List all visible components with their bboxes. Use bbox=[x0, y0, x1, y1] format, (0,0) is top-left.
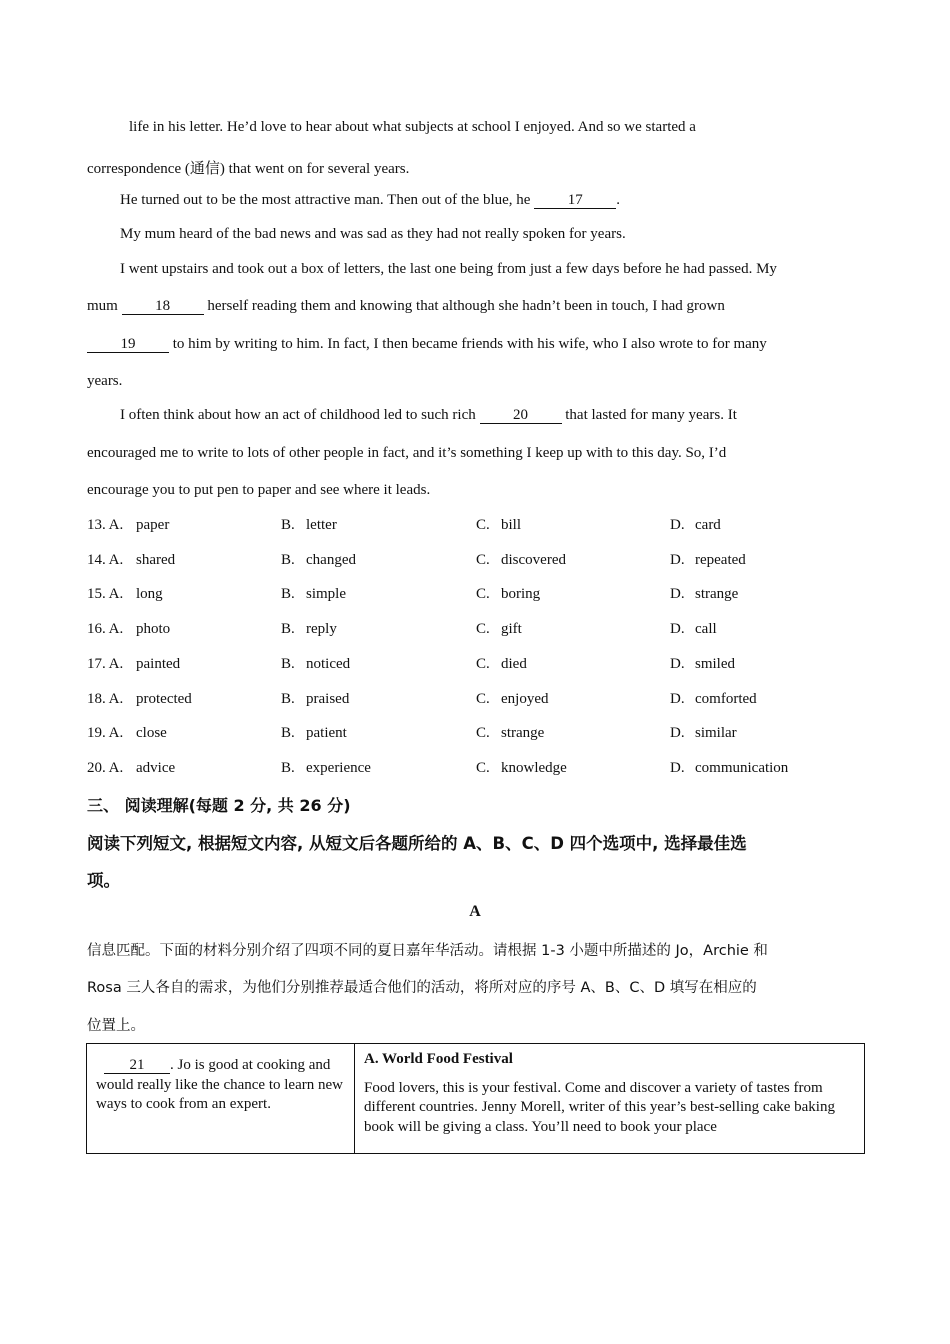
option-letter: D. bbox=[670, 517, 685, 533]
passage-line bbox=[87, 373, 122, 390]
option-row bbox=[87, 621, 867, 641]
text: I went upstairs and took out a box of letters, the last one being from just a few days before he had passed. My bbox=[120, 261, 777, 277]
option-letter: C. bbox=[476, 586, 490, 603]
question-number: 16. A. bbox=[87, 621, 124, 638]
option-c bbox=[476, 760, 567, 777]
option-b bbox=[281, 725, 347, 742]
option-letter: B. bbox=[281, 655, 295, 672]
option-c bbox=[476, 517, 521, 534]
option-text: similar bbox=[695, 725, 737, 742]
question-number: 17. A. bbox=[87, 655, 124, 672]
option-d bbox=[670, 586, 738, 603]
option-a: paper bbox=[136, 517, 170, 533]
question-number: 14. A. bbox=[87, 551, 124, 568]
option-letter: C. bbox=[476, 725, 490, 742]
option-letter: D. bbox=[670, 690, 685, 707]
passage-line bbox=[120, 261, 777, 278]
text: My mum heard of the bad news and was sad as they had not really spoken for years. bbox=[120, 226, 626, 242]
option-letter: D. bbox=[670, 725, 685, 742]
option-text: bill bbox=[501, 517, 522, 533]
option-text: communication bbox=[695, 759, 789, 776]
option-text: reply bbox=[306, 621, 337, 638]
text: years. bbox=[87, 373, 123, 389]
text: herself reading them and knowing that although she hadn’t been in touch, I had grown bbox=[207, 298, 725, 314]
option-text: praised bbox=[306, 690, 350, 707]
text: encouraged me to write to lots of other people in fact, and it’s something I keep up with to this day. So, I’d bbox=[87, 445, 727, 461]
text: I often think about how an act of childhood led to such rich bbox=[120, 407, 480, 423]
option-text: knowledge bbox=[501, 759, 567, 776]
option-text: changed bbox=[306, 551, 356, 568]
option-b bbox=[281, 760, 371, 777]
option-text: experience bbox=[306, 759, 371, 776]
table-row bbox=[87, 1044, 865, 1154]
passage-line bbox=[87, 298, 725, 315]
option-c bbox=[476, 656, 527, 673]
option-d bbox=[670, 552, 746, 569]
option-letter: B. bbox=[281, 586, 295, 603]
text: life in his letter. He’d love to hear about what subjects at school I enjoyed. And so we started a bbox=[129, 119, 696, 135]
text: encourage you to put pen to paper and see where it leads. bbox=[87, 482, 431, 498]
option-letter: B. bbox=[281, 517, 295, 533]
option-letter: D. bbox=[670, 586, 685, 603]
text: He turned out to be the most attractive man. Then out of the blue, he bbox=[120, 192, 535, 208]
activity-description: Food lovers, this is your festival. Come and discover a variety of tastes from different countries. Jenny Morell, writer of this year’s best-selling cake baking book will be giving a class. You’ll need to book your place bbox=[364, 1079, 835, 1135]
option-row bbox=[87, 656, 867, 676]
option-c bbox=[476, 552, 566, 569]
option-text: comforted bbox=[695, 690, 757, 707]
matching-instruction: Rosa 三人各自的需求，为他们分别推荐最适合他们的活动，将所对应的序号 A、B、C、D 填写在相应的 bbox=[87, 980, 757, 996]
passage-line bbox=[120, 226, 626, 243]
option-text: strange bbox=[501, 725, 545, 742]
text: to him by writing to him. In fact, I then became friends with his wife, who I also wrote to for many bbox=[172, 336, 767, 352]
option-text: repeated bbox=[695, 551, 746, 568]
option-letter: B. bbox=[281, 725, 295, 742]
option-text: call bbox=[695, 621, 717, 638]
option-letter: B. bbox=[281, 551, 295, 568]
passage-line bbox=[87, 336, 767, 353]
option-letter: C. bbox=[476, 690, 490, 707]
option-text: gift bbox=[501, 621, 522, 638]
option-row bbox=[87, 760, 867, 780]
part-label: A bbox=[469, 903, 481, 920]
section-heading: 三、 阅读理解(每题 2 分, 共 26 分) bbox=[87, 796, 351, 815]
option-c bbox=[476, 691, 548, 708]
text: that lasted for many years. It bbox=[565, 407, 737, 423]
option-letter: C. bbox=[476, 655, 490, 672]
blank-19: 19 bbox=[87, 337, 169, 353]
option-b bbox=[281, 586, 346, 603]
question-number: 19. A. bbox=[87, 725, 124, 742]
matching-instruction: 位置上。 bbox=[87, 1018, 145, 1034]
option-letter: C. bbox=[476, 621, 490, 638]
option-letter: D. bbox=[670, 621, 685, 638]
option-row bbox=[87, 725, 867, 745]
option-text: strange bbox=[695, 586, 739, 603]
blank-18: 18 bbox=[122, 299, 204, 315]
passage-line bbox=[87, 445, 726, 462]
option-a: advice bbox=[136, 759, 176, 776]
option-row bbox=[87, 552, 867, 572]
option-text: patient bbox=[306, 725, 347, 742]
passage-line bbox=[129, 119, 696, 136]
option-text: letter bbox=[306, 517, 337, 533]
passage-line bbox=[120, 192, 620, 209]
blank-21[interactable]: 21 bbox=[104, 1058, 170, 1074]
option-letter: D. bbox=[670, 655, 685, 672]
option-d bbox=[670, 656, 735, 673]
activity-title: A. World Food Festival bbox=[364, 1051, 513, 1067]
option-letter: D. bbox=[670, 551, 685, 568]
option-d bbox=[670, 691, 757, 708]
option-text: noticed bbox=[306, 655, 351, 672]
passage-line bbox=[120, 407, 737, 424]
option-a: protected bbox=[136, 690, 192, 707]
option-text: died bbox=[501, 655, 527, 672]
passage-line bbox=[87, 157, 409, 178]
option-d bbox=[670, 725, 737, 742]
option-letter: C. bbox=[476, 517, 490, 533]
option-text: card bbox=[695, 517, 721, 533]
question-number: 18. A. bbox=[87, 690, 124, 707]
option-text: simple bbox=[306, 586, 346, 603]
option-text: boring bbox=[501, 586, 541, 603]
option-a: painted bbox=[136, 655, 181, 672]
question-number: 15. A. bbox=[87, 586, 124, 603]
question-number: 20. A. bbox=[87, 759, 124, 776]
passage-line bbox=[87, 482, 430, 499]
activity-cell-a bbox=[355, 1044, 865, 1154]
matching-instruction: 信息匹配。下面的材料分别介绍了四项不同的夏日嘉年华活动。请根据 1-3 小题中所描述的 Jo，Archie 和 bbox=[87, 943, 768, 959]
option-b bbox=[281, 656, 350, 673]
option-text: enjoyed bbox=[501, 690, 549, 707]
option-letter: C. bbox=[476, 551, 490, 568]
option-text: smiled bbox=[695, 655, 735, 672]
option-b bbox=[281, 621, 337, 638]
option-letter: B. bbox=[281, 621, 295, 638]
option-b bbox=[281, 691, 349, 708]
option-a: photo bbox=[136, 621, 171, 638]
blank-17: 17 bbox=[534, 193, 616, 209]
option-letter: B. bbox=[281, 759, 295, 776]
option-letter: D. bbox=[670, 759, 685, 776]
option-row bbox=[87, 691, 867, 711]
option-a: close bbox=[136, 725, 167, 742]
option-row bbox=[87, 586, 867, 606]
option-a: shared bbox=[136, 551, 176, 568]
option-c bbox=[476, 725, 544, 742]
section-instruction: 阅读下列短文, 根据短文内容, 从短文后各题所给的 A、B、C、D 四个选项中, 选择最佳选 bbox=[87, 834, 747, 853]
text: correspondence (通信) that went on for several years. bbox=[87, 161, 410, 177]
text: . bbox=[616, 192, 620, 208]
option-text: discovered bbox=[501, 551, 566, 568]
option-row bbox=[87, 517, 867, 537]
text: mum bbox=[87, 298, 122, 314]
option-letter: B. bbox=[281, 690, 295, 707]
option-c bbox=[476, 621, 522, 638]
question-number: 13. A. bbox=[87, 517, 124, 533]
option-d bbox=[670, 621, 717, 638]
option-d bbox=[670, 760, 788, 777]
option-c bbox=[476, 586, 540, 603]
blank-20: 20 bbox=[480, 408, 562, 424]
option-letter: C. bbox=[476, 759, 490, 776]
option-b bbox=[281, 517, 337, 534]
matching-table bbox=[86, 1043, 865, 1154]
option-a: long bbox=[136, 586, 163, 603]
section-instruction: 项。 bbox=[87, 871, 120, 890]
option-b bbox=[281, 552, 356, 569]
option-d bbox=[670, 517, 721, 534]
question-cell-21 bbox=[87, 1044, 355, 1154]
question-21-text: . Jo is good at cooking and would really like the chance to learn new ways to cook from an expert. bbox=[96, 1057, 343, 1112]
